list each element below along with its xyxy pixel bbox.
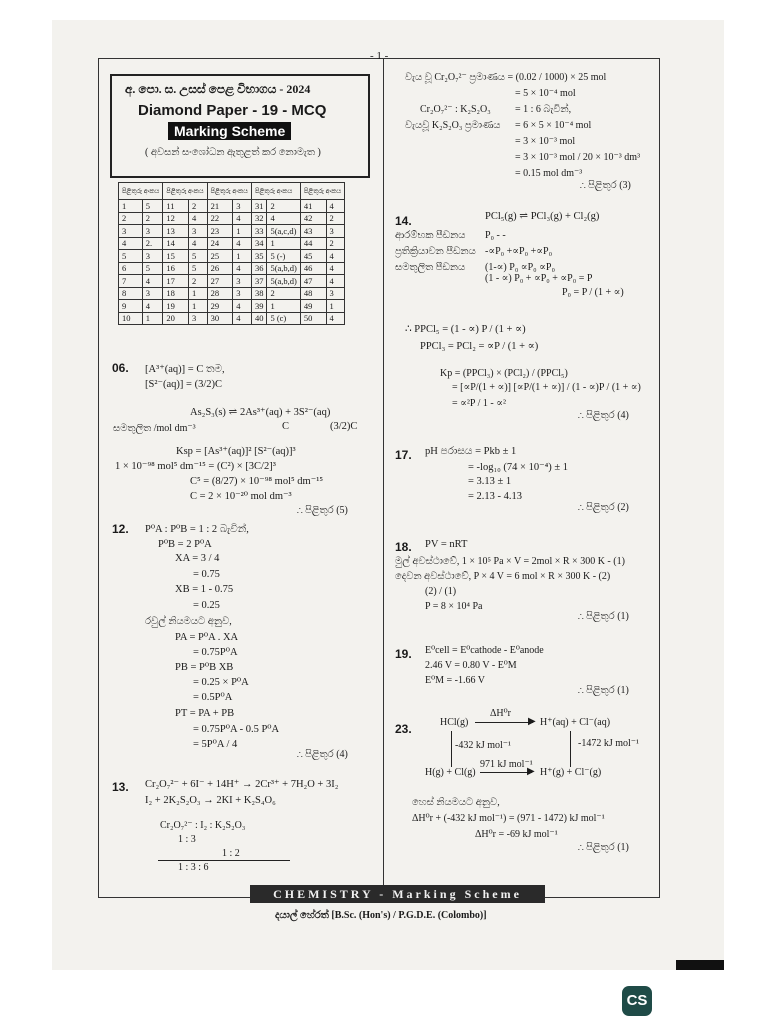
q18-line: මුල් අවස්ථාවේ, 1 × 10⁵ Pa × V = 2mol × R × 300 K - (1) <box>395 556 625 567</box>
question-number-cell: 9 <box>119 300 143 313</box>
table-row <box>119 300 345 313</box>
q23-bottom-right: H⁺(g) + Cl⁻(g) <box>540 767 602 778</box>
answer-cell: 3 <box>188 312 207 325</box>
q14-row-label: ප්‍රතික්‍රියාවන පීඩනය <box>395 246 476 257</box>
answer-cell: 2 <box>326 237 345 250</box>
answer-cell: 4 <box>188 212 207 225</box>
question-number-cell: 1 <box>119 200 143 213</box>
question-number-cell: 7 <box>119 275 143 288</box>
answer-cell: 1 <box>142 312 163 325</box>
answer-table-header <box>119 183 345 200</box>
question-number-cell: 24 <box>207 237 233 250</box>
q13-cont-line: වැයවූ K₂S₂O₃ ප්‍රමාණය <box>405 120 501 131</box>
q12-line: XB = 1 - 0.75 <box>175 584 234 595</box>
scan-edge-bar <box>676 960 724 970</box>
answer-cell: 2 <box>188 275 207 288</box>
table-row <box>119 287 345 300</box>
question-number-cell: 38 <box>251 287 267 300</box>
q12-line: = 0.75P⁰A <box>193 647 238 658</box>
answer-table-body <box>119 200 345 325</box>
q14-p0: P₀ = P / (1 + ∝) <box>562 287 624 298</box>
q06-eq-32c: (3/2)C <box>330 421 358 432</box>
question-number-cell: 40 <box>251 312 267 325</box>
table-header-cell: පිළිතුරු අංකය <box>300 183 344 200</box>
header-note: ( අවසන් සංශෝධන ඇතුළත් කර නොමැත ) <box>145 147 321 158</box>
q12-line: PA = P⁰A . XA <box>175 632 239 643</box>
answer-cell: 5(a,b,d) <box>267 262 300 275</box>
answer-cell: 1 <box>326 300 345 313</box>
question-number-cell: 46 <box>300 262 326 275</box>
q12-line: = 5P⁰A / 4 <box>193 739 238 750</box>
marking-scheme-label: Marking Scheme <box>168 122 291 140</box>
question-number-cell: 44 <box>300 237 326 250</box>
q13-ratio: Cr₂O₇²⁻ : I₂ : K₂S₂O₃ <box>160 820 246 831</box>
answer-cell: 1 <box>267 237 300 250</box>
q12-line: P⁰B = 2 P⁰A <box>158 539 212 550</box>
question-number-cell: 50 <box>300 312 326 325</box>
q23-right-energy: -1472 kJ mol⁻¹ <box>578 738 640 749</box>
table-row <box>119 250 345 263</box>
q23-left-arrow <box>451 731 452 767</box>
question-number-cell: 3 <box>119 225 143 238</box>
q17-line: = 2.13 - 4.13 <box>468 491 523 502</box>
question-number-cell: 18 <box>163 287 189 300</box>
q13-cont-line: = 3 × 10⁻³ mol / 20 × 10⁻³ dm³ <box>515 152 641 163</box>
q13-ratio-rule <box>158 860 290 861</box>
q23-calc: ΔH⁰r = -69 kJ mol⁻¹ <box>475 829 558 840</box>
answer-cell: 2. <box>142 237 163 250</box>
q06-ksp: C⁵ = (8/27) × 10⁻⁹⁸ mol⁵ dm⁻¹⁵ <box>190 476 324 487</box>
q14-kp: = [∝P/(1 + ∝)] [∝P/(1 + ∝)] / (1 - ∝)P / (1 + ∝) <box>452 382 641 393</box>
q17-answer: ∴ පිළිතුර (2) <box>578 502 629 513</box>
q14-row-label: ආරම්භක පීඩනය <box>395 230 466 241</box>
q23-calc: ΔH⁰r + (-432 kJ mol⁻¹) = (971 - 1472) kJ mol⁻¹ <box>412 813 605 824</box>
q12-number: 12. <box>112 522 129 536</box>
answer-cell: 3 <box>233 275 252 288</box>
question-number-cell: 29 <box>207 300 233 313</box>
answer-cell: 1 <box>188 300 207 313</box>
question-number-cell: 47 <box>300 275 326 288</box>
q13-equation: I₂ + 2K₂S₂O₃ → 2KI + K₂S₄O₆ <box>145 795 276 806</box>
q13-ratio: 1 : 3 <box>178 834 196 845</box>
answer-cell: 4 <box>233 237 252 250</box>
q12-line: PT = PA + PB <box>175 708 235 719</box>
table-row <box>119 275 345 288</box>
question-number-cell: 49 <box>300 300 326 313</box>
q17-line: pH පරාසය = Pkb ± 1 <box>425 446 517 457</box>
question-number-cell: 33 <box>251 225 267 238</box>
q13-cont-line: = 3 × 10⁻³ mol <box>515 136 576 147</box>
question-number-cell: 4 <box>119 237 143 250</box>
q06-eq-c: C <box>282 421 290 432</box>
question-number-cell: 32 <box>251 212 267 225</box>
answer-cell: 4 <box>233 212 252 225</box>
q14-number: 14. <box>395 214 412 228</box>
q19-line: E⁰cell = E⁰cathode - E⁰anode <box>425 645 544 656</box>
answer-cell: 4 <box>142 275 163 288</box>
question-number-cell: 13 <box>163 225 189 238</box>
q14-partial: ∴ PPCl₅ = (1 - ∝) P / (1 + ∝) <box>405 324 526 335</box>
question-number-cell: 22 <box>207 212 233 225</box>
question-number-cell: 28 <box>207 287 233 300</box>
q13-cont-line: = 5 × 10⁻⁴ mol <box>515 88 576 99</box>
answer-cell: 5 <box>142 200 163 213</box>
q12-answer: ∴ පිළිතුර (4) <box>297 749 348 760</box>
question-number-cell: 11 <box>163 200 189 213</box>
q19-number: 19. <box>395 647 412 661</box>
answer-cell: 4 <box>326 312 345 325</box>
answer-cell: 4 <box>188 237 207 250</box>
question-number-cell: 39 <box>251 300 267 313</box>
q18-line: දෙවන අවස්ථාවේ, P × 4 V = 6 mol × R × 300 K - (2) <box>395 571 611 582</box>
q12-line: = 0.75 <box>193 569 220 580</box>
q18-answer: ∴ පිළිතුර (1) <box>578 611 629 622</box>
table-row <box>119 312 345 325</box>
answer-cell: 3 <box>142 287 163 300</box>
arrow-head-icon: ▶ <box>527 766 535 777</box>
answer-cell: 3 <box>188 225 207 238</box>
answer-cell: 4 <box>142 300 163 313</box>
paper-title: Diamond Paper - 19 - MCQ <box>138 102 327 119</box>
q12-line: P⁰A : P⁰B = 1 : 2 බැවින්, <box>145 524 249 535</box>
q23-left-energy: -432 kJ mol⁻¹ <box>455 740 512 751</box>
q06-line: [S²⁻(aq)] = (3/2)C <box>145 379 223 390</box>
answer-cell: 2 <box>326 212 345 225</box>
question-number-cell: 2 <box>119 212 143 225</box>
question-number-cell: 16 <box>163 262 189 275</box>
q06-number: 06. <box>112 361 129 375</box>
q13-ratio: 1 : 3 : 6 <box>178 862 209 873</box>
q17-line: = 3.13 ± 1 <box>468 476 512 487</box>
answer-cell: 5 <box>142 262 163 275</box>
question-number-cell: 10 <box>119 312 143 325</box>
page-number: - 1 - <box>370 50 389 62</box>
q23-right-arrow <box>570 731 571 767</box>
table-row <box>119 212 345 225</box>
q06-line: [A³⁺(aq)] = C තම, <box>145 364 225 375</box>
answer-cell: 3 <box>142 250 163 263</box>
table-row <box>119 200 345 213</box>
arrow-head-icon: ▶ <box>528 716 536 727</box>
table-header-cell: පිළිතුරු අංකය <box>207 183 251 200</box>
table-header-cell: පිළිතුරු අංකය <box>251 183 300 200</box>
answer-cell: 4 <box>233 262 252 275</box>
q17-line: = -log₁₀ (74 × 10⁻⁴) ± 1 <box>468 462 569 473</box>
q06-eq-label: සමතුලිත /mol dm⁻³ <box>113 423 196 434</box>
question-number-cell: 6 <box>119 262 143 275</box>
q18-line: PV = nRT <box>425 539 468 550</box>
q18-line: (2) / (1) <box>425 586 457 597</box>
question-number-cell: 21 <box>207 200 233 213</box>
answer-cell: 1 <box>188 287 207 300</box>
question-number-cell: 20 <box>163 312 189 325</box>
question-number-cell: 8 <box>119 287 143 300</box>
q19-answer: ∴ පිළිතුර (1) <box>578 685 629 696</box>
q06-ksp: Ksp = [As³⁺(aq)]² [S²⁻(aq)]³ <box>176 446 296 457</box>
question-number-cell: 41 <box>300 200 326 213</box>
q14-sum: (1 - ∝) P₀ + ∝P₀ + ∝P₀ = P <box>485 273 593 284</box>
question-number-cell: 45 <box>300 250 326 263</box>
q23-bottom-energy: 971 kJ mol⁻¹ <box>480 759 533 770</box>
q18-line: P = 8 × 10⁴ Pa <box>425 601 483 612</box>
question-number-cell: 42 <box>300 212 326 225</box>
q23-bottom-left: H(g) + Cl(g) <box>425 767 476 778</box>
q18-number: 18. <box>395 540 412 554</box>
q19-line: E⁰M = -1.66 V <box>425 675 486 686</box>
q13-equation: Cr₂O₇²⁻ + 6I⁻ + 14H⁺ → 2Cr³⁺ + 7H₂O + 3I₂ <box>145 779 339 790</box>
q13-cont-line: වැය වූ Cr₂O₇²⁻ ප්‍රමාණය = (0.02 / 1000) × 25 mol <box>405 72 607 83</box>
question-number-cell: 30 <box>207 312 233 325</box>
q13-cont-line: = 6 × 5 × 10⁻⁴ mol <box>515 120 592 131</box>
answer-cell: 4 <box>233 300 252 313</box>
table-row <box>119 225 345 238</box>
q23-hcl: HCl(g) <box>440 717 469 728</box>
answer-cell: 4 <box>233 312 252 325</box>
answer-cell: 5 (-) <box>267 250 300 263</box>
question-number-cell: 15 <box>163 250 189 263</box>
q13-cont-line: = 1 : 6 බැවින්, <box>515 104 572 115</box>
q13-cont-line: = 0.15 mol dm⁻³ <box>515 168 583 179</box>
answer-cell: 3 <box>233 200 252 213</box>
table-row <box>119 262 345 275</box>
answer-cell: 3 <box>142 225 163 238</box>
q23-top-arrow <box>475 722 533 723</box>
q14-kp: = ∝²P / 1 - ∝² <box>452 398 506 409</box>
q23-products: H⁺(aq) + Cl⁻(aq) <box>540 717 611 728</box>
q14-partial: PPCl₃ = PCl₂ = ∝P / (1 + ∝) <box>420 341 539 352</box>
q23-bottom-arrow <box>480 772 532 773</box>
question-number-cell: 48 <box>300 287 326 300</box>
answer-cell: 5 <box>188 250 207 263</box>
table-header-cell: පිළිතුරු අංකය <box>119 183 163 200</box>
question-number-cell: 36 <box>251 262 267 275</box>
answer-cell: 3 <box>326 225 345 238</box>
answer-cell: 5 <box>188 262 207 275</box>
q06-ksp: 1 × 10⁻⁹⁸ mol⁵ dm⁻¹⁵ = (C²) × [3C/2]³ <box>115 461 276 472</box>
question-number-cell: 25 <box>207 250 233 263</box>
q19-line: 2.46 V = 0.80 V - E⁰M <box>425 660 517 671</box>
answer-cell: 4 <box>326 200 345 213</box>
q12-line: = 0.5P⁰A <box>193 692 233 703</box>
q14-equation: PCl₅(g) ⇌ PCl₃(g) + Cl₂(g) <box>485 211 600 222</box>
q06-ksp: C = 2 × 10⁻²⁰ mol dm⁻³ <box>190 491 292 502</box>
q12-line: XA = 3 / 4 <box>175 553 220 564</box>
question-number-cell: 35 <box>251 250 267 263</box>
q14-row-values: (1-∝) P₀ ∝P₀ ∝P₀ <box>485 262 555 273</box>
answer-cell: 4 <box>326 250 345 263</box>
exam-title: අ. පො. ස. උසස් පෙළ විභාගය - 2024 <box>125 82 311 96</box>
question-number-cell: 26 <box>207 262 233 275</box>
q12-line: = 0.25 <box>193 600 220 611</box>
question-number-cell: 31 <box>251 200 267 213</box>
answer-cell: 2 <box>267 200 300 213</box>
q12-line: = 0.25 × P⁰A <box>193 677 249 688</box>
q23-law: හෙස් නියමයට අනුව, <box>412 797 500 808</box>
q14-row-values: P₀ - - <box>485 230 506 241</box>
answer-cell: 1 <box>233 225 252 238</box>
answer-cell: 4 <box>326 262 345 275</box>
answer-cell: 4 <box>267 212 300 225</box>
question-number-cell: 43 <box>300 225 326 238</box>
column-divider <box>383 58 384 896</box>
table-header-cell: පිළිතුරු අංකය <box>163 183 207 200</box>
q12-line: = 0.75P⁰A - 0.5 P⁰A <box>193 724 280 735</box>
answer-cell: 2 <box>188 200 207 213</box>
answer-cell: 3 <box>326 287 345 300</box>
q14-row-label: සමතුලිත පීඩනය <box>395 262 466 273</box>
answer-cell: 2 <box>142 212 163 225</box>
q23-dh-label: ΔH⁰r <box>490 708 511 719</box>
table-row <box>119 237 345 250</box>
answer-cell: 3 <box>233 287 252 300</box>
q12-line: PB = P⁰B XB <box>175 662 234 673</box>
q23-answer: ∴ පිළිතුර (1) <box>578 842 629 853</box>
q13-cont-line: Cr₂O₇²⁻ : K₂S₂O₃ <box>420 104 491 115</box>
question-number-cell: 27 <box>207 275 233 288</box>
answer-cell: 5 (c) <box>267 312 300 325</box>
question-number-cell: 17 <box>163 275 189 288</box>
answer-cell: 5(a,b,d) <box>267 275 300 288</box>
author-credit: දයාල් හේරත් [B.Sc. (Hon's) / P.G.D.E. (Colombo)] <box>275 910 487 921</box>
q14-row-values: -∝P₀ +∝P₀ +∝P₀ <box>485 246 553 257</box>
question-number-cell: 12 <box>163 212 189 225</box>
q23-number: 23. <box>395 722 412 736</box>
q06-answer: ∴ පිළිතුර (5) <box>297 505 348 516</box>
question-number-cell: 5 <box>119 250 143 263</box>
answer-cell: 1 <box>267 300 300 313</box>
q13-answer: ∴ පිළිතුර (3) <box>580 180 631 191</box>
question-number-cell: 19 <box>163 300 189 313</box>
q13-ratio: 1 : 2 <box>222 848 240 859</box>
q12-line: රවුල් නියමයට අනුව, <box>145 616 232 627</box>
answer-table <box>118 182 345 325</box>
q14-kp: Kp = (PPCl₃) × (PCl₂) / (PPCl₅) <box>440 368 568 379</box>
answer-cell: 1 <box>233 250 252 263</box>
question-number-cell: 14 <box>163 237 189 250</box>
question-number-cell: 23 <box>207 225 233 238</box>
question-number-cell: 34 <box>251 237 267 250</box>
q14-answer: ∴ පිළිතුර (4) <box>578 410 629 421</box>
q17-number: 17. <box>395 448 412 462</box>
answer-cell: 2 <box>267 287 300 300</box>
answer-cell: 5(a,c,d) <box>267 225 300 238</box>
question-number-cell: 37 <box>251 275 267 288</box>
footer-bar: CHEMISTRY - Marking Scheme <box>250 885 545 903</box>
q13-number: 13. <box>112 780 129 794</box>
answer-cell: 4 <box>326 275 345 288</box>
q06-equation: As₂S₃(s) ⇌ 2As³⁺(aq) + 3S²⁻(aq) <box>190 407 331 418</box>
camscanner-logo-icon[interactable]: CS <box>622 986 652 1016</box>
